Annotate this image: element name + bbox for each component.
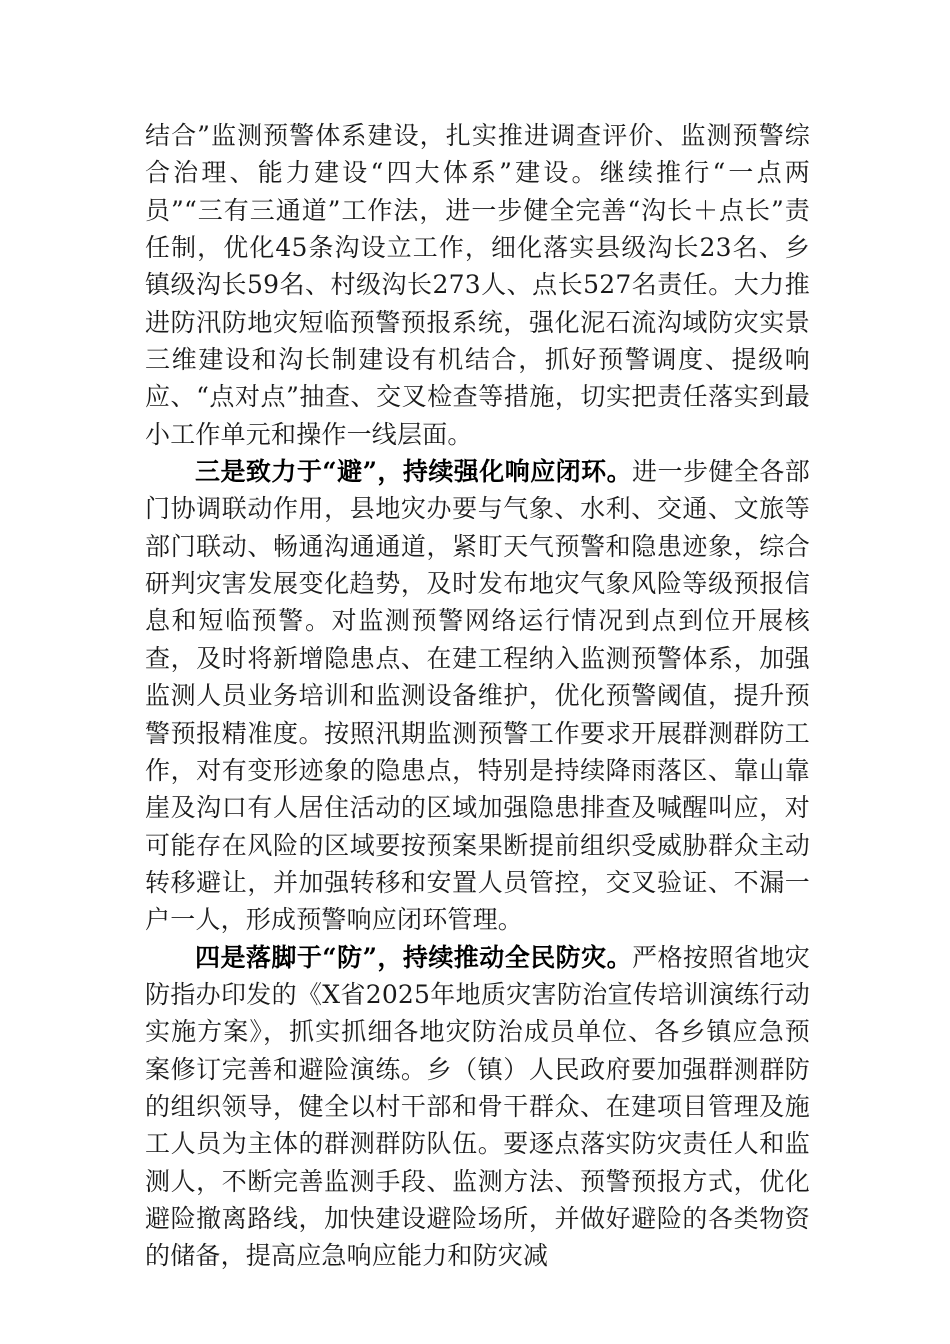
paragraph-body: 结合”监测预警体系建设，扎实推进调查评价、监测预警综合治理、能力建设“四大体系”建设。继续推行“一点两员”“三有三通道”工作法，进一步健全完善“沟长＋点长”责任制，优化45条沟设立工作，细化落实县级沟长23名、乡镇级沟长59名、村级沟长273人、点长527名责任。大力推进防汛防地灾短临预警预报系统，强化泥石流沟域防灾实景三维建设和沟长制建设有机结合，抓好预警调度、提级响应、“点对点”抽查、交叉检查等措施，切实把责任落实到最小工作单元和操作一线层面。 <box>145 121 810 449</box>
paragraph-body: 进一步健全各部门协调联动作用，县地灾办要与气象、水利、交通、文旅等部门联动、畅通沟通通道，紧盯天气预警和隐患迹象，综合研判灾害发展变化趋势，及时发布地灾气象风险等级预报信息和短临预警。对监测预警网络运行情况到点到位开展核查，及时将新增隐患点、在建工程纳入监测预警体系，加强监测人员业务培训和监测设备维护，优化预警阈值，提升预警预报精准度。按照汛期监测预警工作要求开展群测群防工作，对有变形迹象的隐患点，特别是持续降雨落区、靠山靠崖及沟口有人居住活动的区域加强隐患排查及喊醒叫应，对可能存在风险的区域要按预案果断提前组织受威胁群众主动转移避让，并加强转移和安置人员管控，交叉验证、不漏一户一人，形成预警响应闭环管理。 <box>145 457 810 935</box>
paragraph-continuation <box>145 117 810 453</box>
paragraph-prevent <box>145 939 810 1275</box>
paragraph-body: 严格按照省地灾防指办印发的《X省2025年地质灾害防治宣传培训演练行动实施方案》，抓实抓细各地灾防治成员单位、各乡镇应急预案修订完善和避险演练。乡（镇）人民政府要加强群测群防的组织领导，健全以村干部和骨干群众、在建项目管理及施工人员为主体的群测群防队伍。要逐点落实防灾责任人和监测人，不断完善监测手段、监测方法、预警预报方式，优化避险撤离路线，加快建设避险场所，并做好避险的各类物资的储备，提高应急响应能力和防灾减 <box>145 942 810 1271</box>
paragraph-lead: 三是致力于“避”，持续强化响应闭环。 <box>195 457 633 487</box>
paragraph-lead: 四是落脚于“防”，持续推动全民防灾。 <box>195 942 633 972</box>
document-body <box>145 117 810 1275</box>
paragraph-avoid <box>145 453 810 938</box>
